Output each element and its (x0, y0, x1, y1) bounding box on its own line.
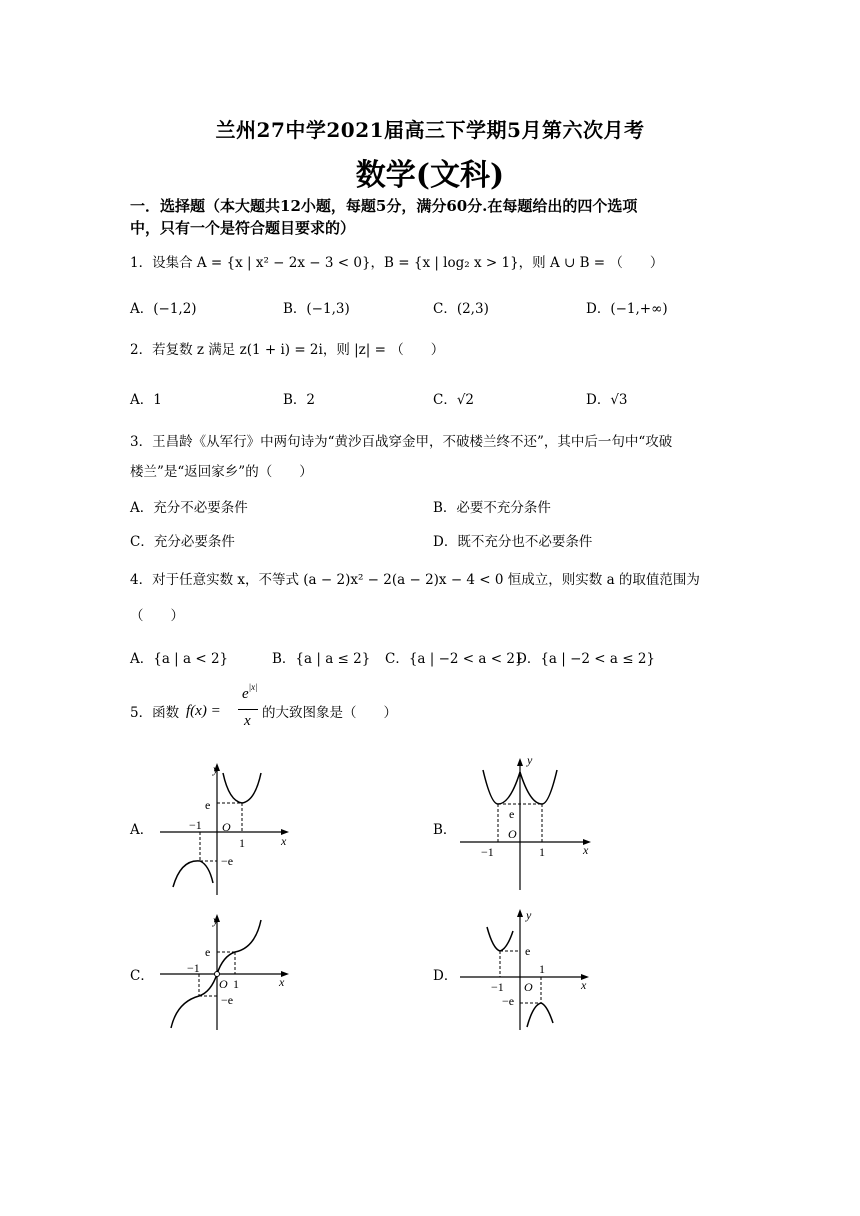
q5-exponent: |x| (248, 682, 258, 692)
exam-title: 兰州27中学2021届高三下学期5月第六次月考 (215, 118, 645, 142)
q5-option-d-label: D． (433, 968, 458, 984)
q2-option-c: C．√2 (433, 392, 475, 408)
graph-d-one: 1 (539, 962, 545, 976)
graph-a-neg-e: −e (221, 854, 234, 868)
graph-a-origin: O (222, 820, 231, 834)
q3-option-a: A．充分不必要条件 (130, 500, 248, 516)
graph-d-e: e (525, 944, 531, 958)
graph-a-one: 1 (239, 836, 245, 850)
q5-function-label: f(x) = (186, 703, 221, 719)
section-heading-line2: 中，只有一个是符合题目要求的） (130, 219, 356, 237)
q5-suffix: 的大致图象是（ ） (262, 705, 397, 721)
q5-graph-d (455, 905, 605, 1035)
q3-option-c: C．充分必要条件 (130, 534, 235, 550)
graph-c-x-label: x (279, 975, 285, 989)
q4-stem-line2: （ ） (130, 608, 184, 624)
graph-a-x-label: x (281, 834, 287, 848)
q1-stem: 1．设集合 A = {x | x² − 2x − 3 < 0}，B = {x | log₂ x > 1}，则 A ∪ B = （ ） (130, 255, 664, 271)
q3-option-d: D．既不充分也不必要条件 (433, 534, 593, 550)
section-heading-line1: 一．选择题（本大题共12小题，每题5分，满分60分.在每题给出的四个选项 (130, 197, 638, 215)
graph-c-neg-e: −e (221, 993, 234, 1007)
q1-option-b: B．(−1,3) (283, 301, 350, 317)
graph-c-e: e (205, 945, 211, 959)
graph-d-x-label: x (581, 978, 587, 992)
q5-graph-a (155, 755, 305, 900)
graph-c-y-label: y (213, 913, 219, 927)
q3-option-b: B．必要不充分条件 (433, 500, 551, 516)
q5-prefix: 5．函数 (130, 705, 180, 721)
graph-b-origin: O (508, 827, 517, 841)
q4-option-a: A．{a | a < 2} (130, 651, 229, 667)
q2-option-b: B．2 (283, 392, 316, 408)
graph-d-y-label: y (526, 908, 532, 922)
graph-d-origin: O (524, 980, 533, 994)
q3-stem-line2: 楼兰”是“返回家乡”的（ ） (130, 464, 313, 480)
q5-graph-b (455, 750, 605, 895)
q4-option-c: C．{a | −2 < a < 2} (385, 651, 524, 667)
exam-subject: 数学(文科) (355, 158, 505, 193)
graph-a-y-label: y (213, 762, 219, 776)
q4-option-b: B．{a | a ≤ 2} (272, 651, 371, 667)
graph-b-x-label: x (583, 843, 589, 857)
graph-b-one: 1 (539, 845, 545, 859)
q2-option-d: D．√3 (586, 392, 628, 408)
graph-d-neg-one: −1 (491, 980, 504, 994)
q3-stem-line1: 3．王昌龄《从军行》中两句诗为“黄沙百战穿金甲，不破楼兰终不还”，其中后一句中“攻破 (130, 434, 673, 450)
q5-fraction-bar (238, 709, 258, 710)
q4-option-d: D．{a | −2 < a ≤ 2} (516, 651, 656, 667)
q5-denominator: x (244, 713, 251, 729)
graph-d-neg-e: −e (502, 994, 515, 1008)
graph-a-e: e (205, 798, 211, 812)
graph-a-neg-one: −1 (189, 818, 202, 832)
q2-stem: 2．若复数 z 满足 z(1 + i) = 2i，则 |z| = （ ） (130, 342, 445, 358)
q5-option-a-label: A． (130, 822, 154, 838)
graph-c-neg-one: −1 (187, 961, 200, 975)
q5-graph-c (155, 910, 305, 1035)
q4-stem-line1: 4．对于任意实数 x，不等式 (a − 2)x² − 2(a − 2)x − 4 < 0 恒成立，则实数 a 的取值范围为 (130, 572, 700, 588)
graph-b-y-label: y (527, 753, 533, 767)
q5-numerator: $e^{|x|}$ (242, 682, 258, 702)
graph-c-one: 1 (233, 977, 239, 991)
q1-option-a: A．(−1,2) (130, 301, 197, 317)
q1-option-d: D．(−1,+∞) (586, 301, 668, 317)
q2-option-a: A．1 (130, 392, 162, 408)
q1-option-c: C．(2,3) (433, 301, 489, 317)
graph-b-e: e (509, 807, 515, 821)
q5-option-b-label: B． (433, 822, 457, 838)
graph-b-neg-one: −1 (481, 845, 494, 859)
graph-c-origin: O (219, 977, 228, 991)
q5-option-c-label: C． (130, 968, 154, 984)
